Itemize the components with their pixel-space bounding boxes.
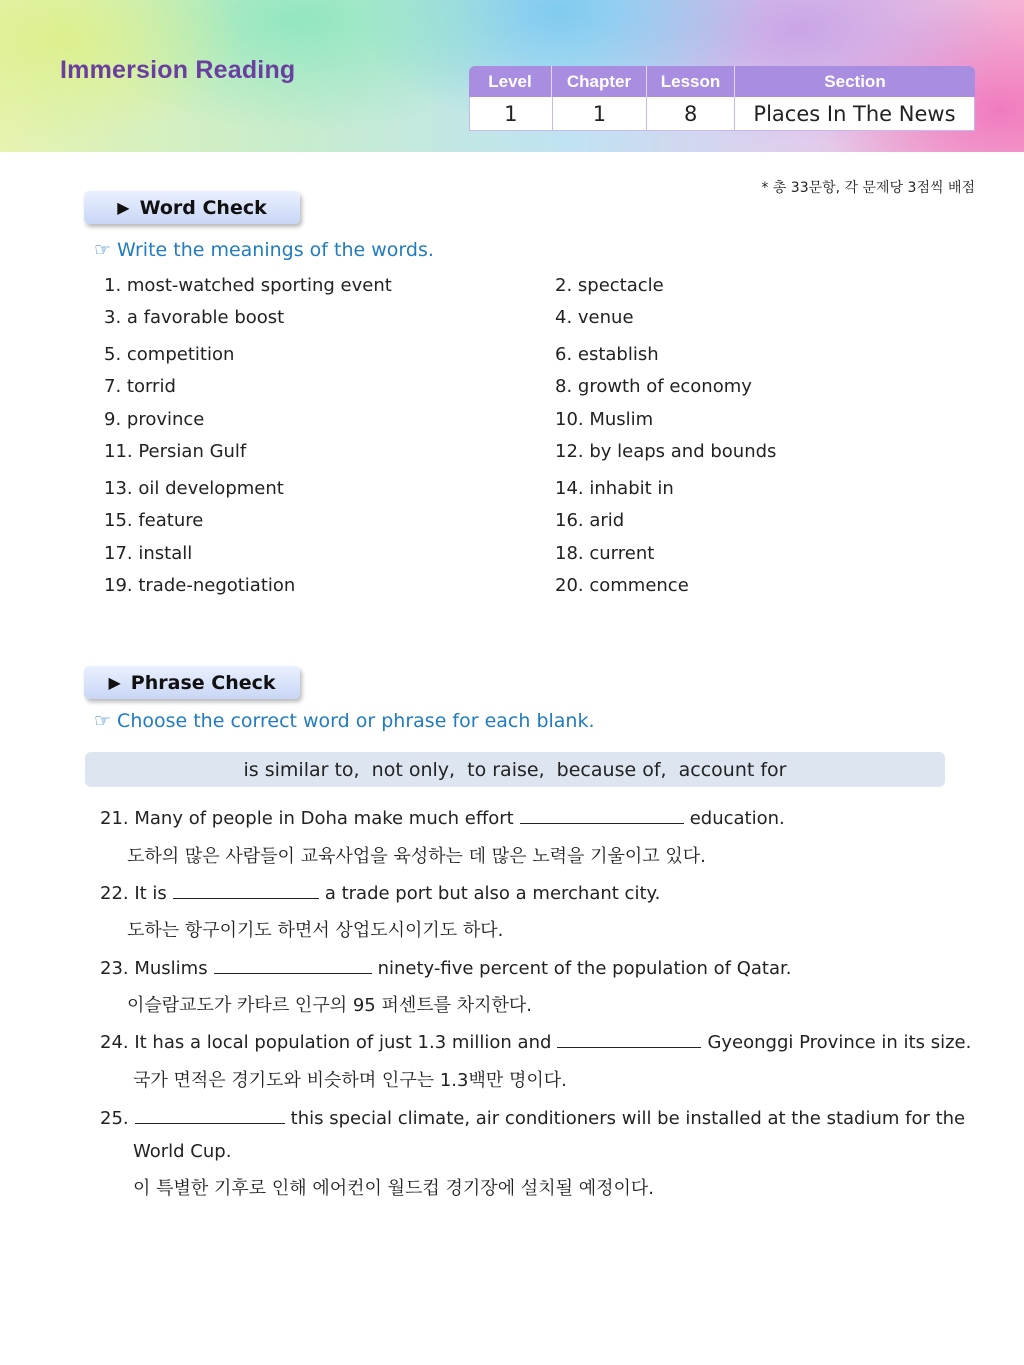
header-banner — [0, 0, 1024, 152]
word-item: 8. growth of economy — [555, 376, 752, 397]
word-item: 12. by leaps and bounds — [555, 441, 777, 462]
word-check-instruction-text: Write the meanings of the words. — [117, 239, 434, 261]
question-25 — [100, 1102, 983, 1168]
korean-translation: 국가 면적은 경기도와 비슷하며 인구는 1.3백만 명이다. — [133, 1070, 567, 1091]
answer-blank[interactable] — [557, 1046, 701, 1048]
scoring-note: * 총 33문항, 각 문제당 3점씩 배점 — [761, 180, 975, 196]
question-text: a trade port but also a merchant city. — [324, 883, 661, 904]
word-item: 7. torrid — [104, 376, 176, 397]
word-item: 11. Persian Gulf — [104, 441, 247, 462]
question-text: 23. Muslims — [100, 958, 208, 979]
korean-translation: 이 특별한 기후로 인해 에어컨이 월드컵 경기장에 설치될 예정이다. — [133, 1178, 654, 1199]
word-item: 15. feature — [104, 510, 204, 531]
word-item: 18. current — [555, 543, 655, 564]
section-header: Section — [734, 66, 975, 97]
phrase-options-bar: is similar to, not only, to raise, because of, account for — [85, 752, 945, 787]
word-item: 5. competition — [104, 344, 235, 365]
phrase-check-header — [84, 666, 300, 699]
word-item: 19. trade-negotiation — [104, 575, 296, 596]
word-item: 9. province — [104, 409, 205, 430]
word-item: 2. spectacle — [555, 275, 664, 296]
question-text: 25. — [100, 1108, 129, 1129]
question-24 — [100, 1032, 972, 1053]
word-item: 4. venue — [555, 307, 634, 328]
question-text: ninety-five percent of the population of Qatar. — [377, 958, 792, 979]
question-text: 22. It is — [100, 883, 167, 904]
pointing-hand-icon: ☞ — [94, 239, 112, 261]
play-triangle-icon: ▶ — [117, 198, 130, 217]
info-header-row — [469, 66, 975, 97]
question-22 — [100, 883, 960, 904]
korean-translation: 도하는 항구이기도 하면서 상업도시이기도 하다. — [127, 920, 504, 941]
question-text: 24. It has a local population of just 1.3 million and — [100, 1032, 552, 1053]
pointing-hand-icon: ☞ — [94, 710, 112, 732]
word-item: 6. establish — [555, 344, 659, 365]
answer-blank[interactable] — [214, 972, 372, 974]
lesson-info-table — [469, 66, 975, 132]
answer-blank[interactable] — [520, 822, 684, 824]
question-21 — [100, 808, 960, 829]
lesson-value: 8 — [646, 97, 734, 130]
word-item: 16. arid — [555, 510, 625, 531]
question-text: this special climate, air conditioners will be installed at the stadium for the World Cup. — [133, 1108, 966, 1162]
korean-translation: 이슬람교도가 카타르 인구의 95 퍼센트를 차지한다. — [127, 995, 532, 1016]
phrase-check-instruction — [94, 710, 595, 732]
chapter-header: Chapter — [551, 66, 646, 97]
answer-blank[interactable] — [173, 897, 319, 899]
lesson-header: Lesson — [646, 66, 734, 97]
section-value: Places In The News — [734, 97, 974, 130]
chapter-value: 1 — [552, 97, 647, 130]
word-item: 3. a favorable boost — [104, 307, 285, 328]
word-check-title: Word Check — [139, 196, 267, 219]
answer-blank[interactable] — [135, 1122, 285, 1124]
level-header: Level — [488, 71, 532, 91]
info-value-row — [469, 97, 975, 131]
phrase-check-title: Phrase Check — [130, 671, 276, 694]
korean-translation: 도하의 많은 사람들이 교육사업을 육성하는 데 많은 노력을 기울이고 있다. — [127, 846, 706, 867]
question-text: education. — [689, 808, 785, 829]
question-text: 21. Many of people in Doha make much effort — [100, 808, 514, 829]
phrase-check-instruction-text: Choose the correct word or phrase for each blank. — [117, 710, 595, 732]
play-triangle-icon: ▶ — [108, 673, 121, 692]
word-check-instruction — [94, 239, 434, 261]
word-check-header — [84, 191, 300, 224]
word-item: 14. inhabit in — [555, 478, 674, 499]
brand-title: Immersion Reading — [60, 56, 296, 84]
word-item: 10. Muslim — [555, 409, 654, 430]
word-item: 20. commence — [555, 575, 689, 596]
word-item: 13. oil development — [104, 478, 284, 499]
word-item: 1. most-watched sporting event — [104, 275, 392, 296]
level-value: 1 — [504, 101, 518, 126]
question-23 — [100, 958, 960, 979]
question-text: Gyeonggi Province in its size. — [707, 1032, 972, 1053]
word-item: 17. install — [104, 543, 193, 564]
